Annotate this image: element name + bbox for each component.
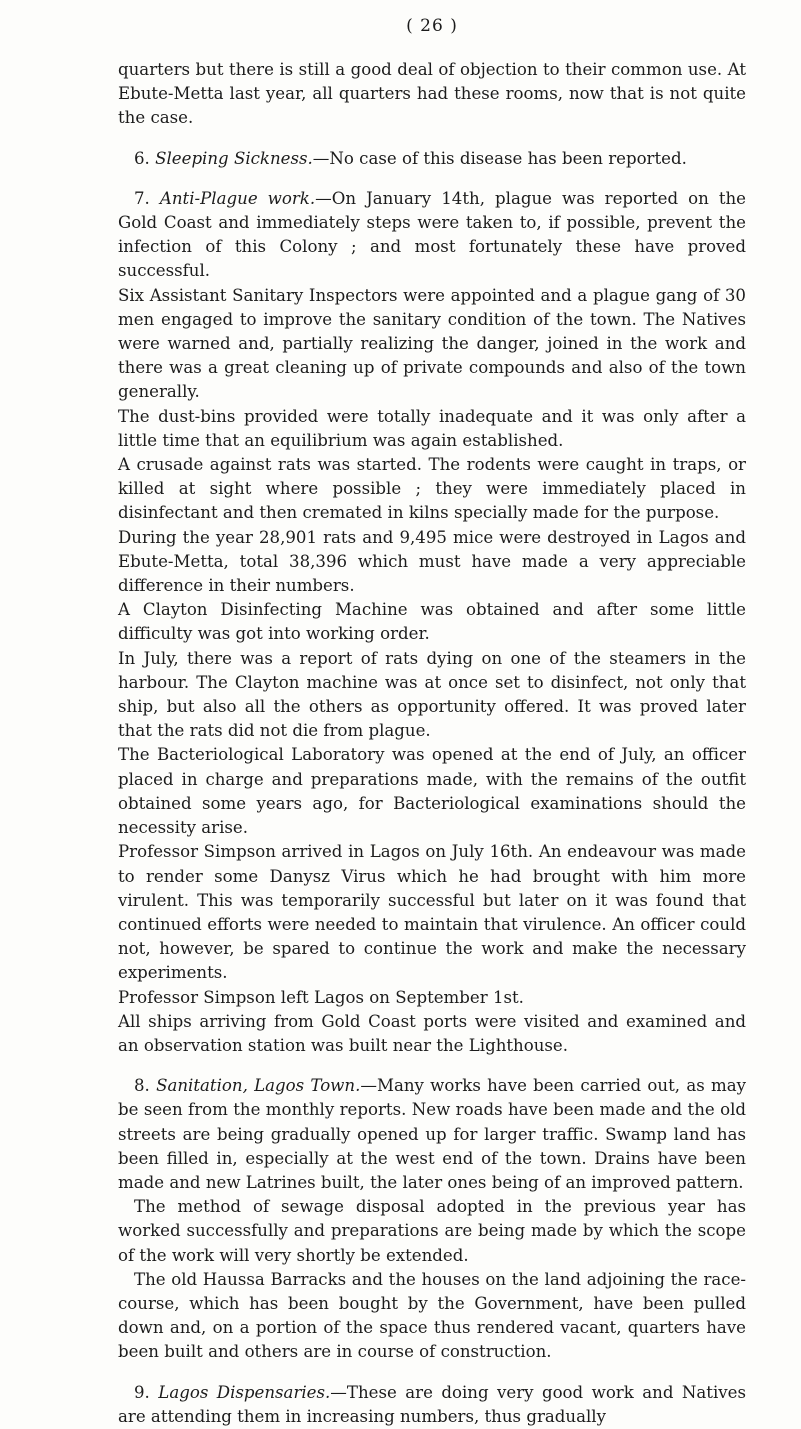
section-number: 6. <box>134 148 150 168</box>
paragraph-text: —These are doing very good work and Natives are attending them in increasing numbers, thus gradually <box>118 1382 746 1426</box>
paragraph: In July, there was a report of rats dying on one of the steamers in the harbour. The Clayton machine was at once set to disinfect, not only that ship, but also all the others as opportunity offered. It was proved later that the rats did not die from plague. <box>118 648 746 741</box>
section-heading: Sanitation, Lagos Town. <box>156 1076 361 1096</box>
paragraph: The old Haussa Barracks and the houses on the land adjoining the race-course, which has been bought by the Government, have been pulled down and, on a portion of the space thus rendered vacant, quarters have been built and others are in course of construction. <box>118 1269 746 1362</box>
paragraph: The dust-bins provided were totally inadequate and it was only after a little time that an equilibrium was again established. <box>118 406 746 450</box>
body-text <box>118 58 746 1429</box>
paragraph-text: —On January 14th, plague was reported on the Gold Coast and immediately steps were taken to, if possible, prevent the infection of this Colony ; and most fortunately these have proved successful. <box>118 188 746 281</box>
paragraph: A crusade against rats was started. The rodents were caught in traps, or killed at sight where possible ; they were immediately placed in disinfectant and then cremated in kilns specially made for the purpose. <box>118 455 746 523</box>
paragraph: The method of sewage disposal adopted in the previous year has worked successfully and preparations are being made by which the scope of the work will very shortly be extended. <box>118 1197 746 1265</box>
paragraph: A Clayton Disinfecting Machine was obtained and after some little difficulty was got into working order. <box>118 600 746 644</box>
paragraph-text: —No case of this disease has been reported. <box>312 148 687 168</box>
paragraph: The Bacteriological Laboratory was opened at the end of July, an officer placed in charge and preparations made, with the remains of the outfit obtained some years ago, for Bacteriological examinations should the necessity arise. <box>118 745 746 838</box>
section-number: 8. <box>134 1076 150 1096</box>
paragraph: Six Assistant Sanitary Inspectors were appointed and a plague gang of 30 men engaged to improve the sanitary condition of the town. The Natives were warned and, partially realizing the danger, joined in the work and there was a great cleaning up of private compounds and also of the town generally. <box>118 285 746 402</box>
section-6-sleeping-sickness <box>118 147 746 171</box>
paragraph: All ships arriving from Gold Coast ports were visited and examined and an observation station was built near the Lighthouse. <box>118 1011 746 1055</box>
paragraph: Professor Simpson arrived in Lagos on July 16th. An endeavour was made to render some Danysz Virus which he had brought with him more virulent. This was temporarily successful but later on it was found that continued efforts were needed to maintain that virulence. An officer could not, however, be spared to continue the work and make the necessary experiments. <box>118 842 746 983</box>
paragraph-text: —Many works have been carried out, as may be seen from the monthly reports. New roads have been made and the old streets are being gradually opened up for larger traffic. Swamp land has been filled in, especially at the west end of the town. Drains have been made and new Latrines built, the later ones being of an improved pattern. <box>118 1076 746 1192</box>
section-heading: Anti-Plague work. <box>159 188 316 208</box>
section-heading: Sleeping Sickness. <box>155 148 313 168</box>
section-number: 7. <box>134 188 150 208</box>
section-7-anti-plague-work <box>118 187 746 284</box>
section-heading: Lagos Dispensaries. <box>158 1382 331 1402</box>
paragraph-continuation <box>118 58 746 131</box>
document-page <box>118 0 746 1426</box>
paragraph: During the year 28,901 rats and 9,495 mice were destroyed in Lagos and Ebute-Metta, total 38,396 which must have made a very appreciable difference in their numbers. <box>118 527 746 596</box>
paragraph: Professor Simpson left Lagos on September 1st. <box>118 987 524 1007</box>
section-9-lagos-dispensaries <box>118 1381 746 1429</box>
section-number: 9. <box>134 1382 150 1402</box>
page-number: ( 26 ) <box>406 16 458 36</box>
paragraph-text: quarters but there is still a good deal of objection to their common use. At Ebute-Metta last year, all quarters had these rooms, now that is not quite the case. <box>118 60 746 128</box>
section-8-sanitation-lagos-town <box>118 1074 746 1195</box>
